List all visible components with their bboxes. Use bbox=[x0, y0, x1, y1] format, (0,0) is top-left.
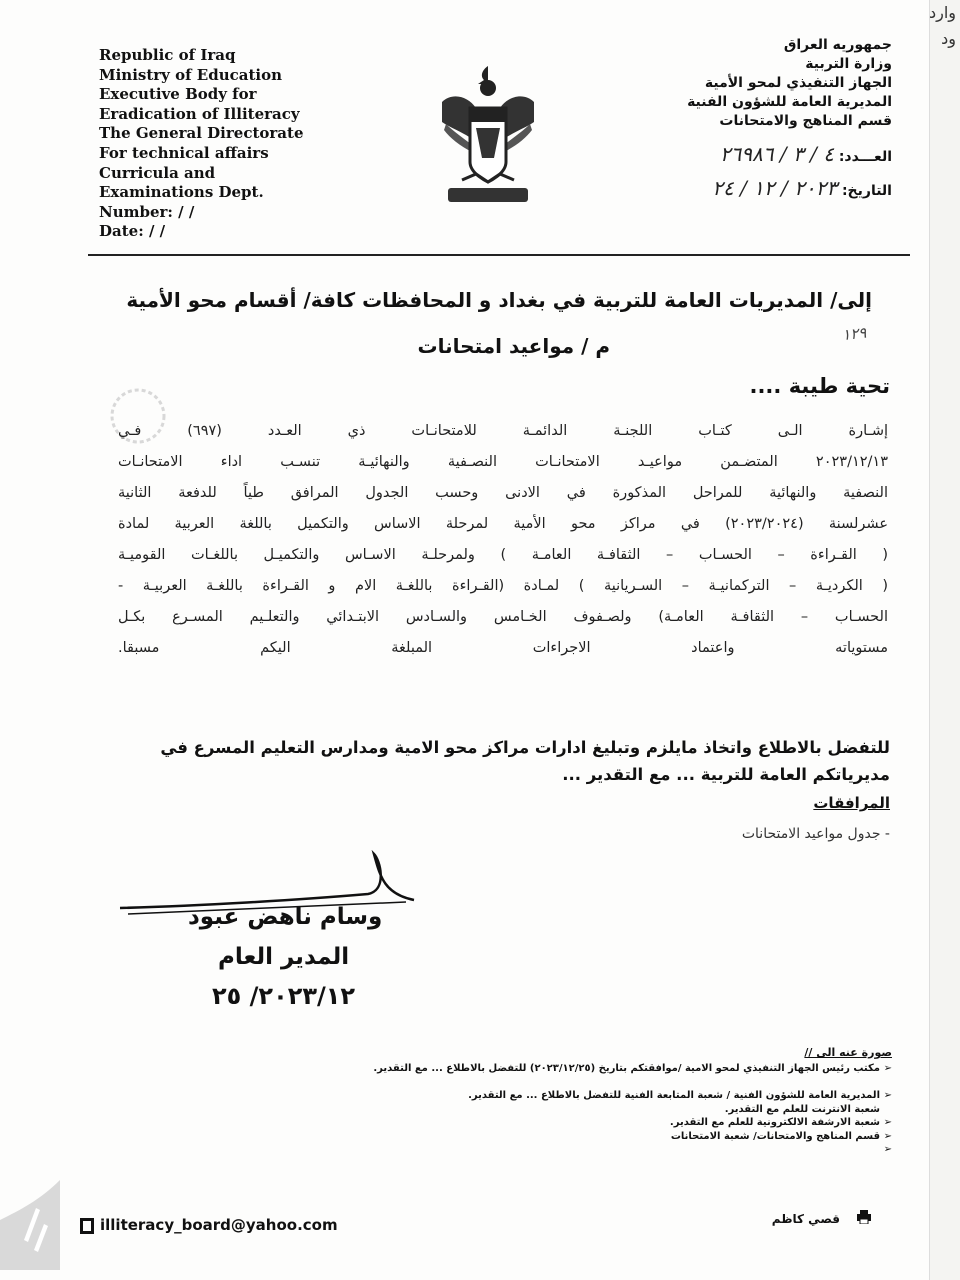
body-line bbox=[118, 664, 888, 695]
iraq-eagle-emblem-icon bbox=[432, 62, 544, 222]
en-line: For technical affairs bbox=[99, 143, 269, 162]
footer-email: illiteracy_board@yahoo.com bbox=[100, 1216, 338, 1234]
greeting: تحية طيبة .... bbox=[749, 374, 890, 398]
cc-title: صورة عنه الى // bbox=[804, 1046, 892, 1059]
en-line: Curricula and bbox=[99, 163, 216, 182]
en-line: Examinations Dept. bbox=[99, 183, 264, 202]
addressee: إلى/ المديريات العامة للتربية في بغداد و المحافظات كافة/ أقسام محو الأمية bbox=[126, 288, 872, 312]
cc-item: ➢ bbox=[883, 1144, 892, 1155]
cc-item: ➢قسم المناهج والامتحانات/ شعبة الامتحانات bbox=[670, 1130, 892, 1142]
ar-line: الجهاز التنفيذي لمحو الأمية bbox=[704, 75, 892, 91]
signature-date: ٢٠٢٣/١٢/ ٢٥ bbox=[212, 982, 356, 1010]
en-line: Republic of Iraq bbox=[99, 46, 236, 64]
mail-icon bbox=[80, 1218, 94, 1234]
en-line: The General Directorate bbox=[99, 124, 304, 143]
cc-item: ➢شعبة الارشفة الالكترونية للعلم مع التقدير. bbox=[669, 1117, 892, 1128]
attachments-title: المرافقات bbox=[813, 794, 890, 812]
request-paragraph bbox=[120, 734, 890, 788]
header-divider bbox=[88, 254, 910, 256]
letter-body bbox=[118, 416, 888, 695]
en-line: Date: / / bbox=[99, 222, 166, 241]
en-line: Number: / / bbox=[99, 202, 195, 221]
cc-item: ➢المديرية العامة للشؤون الفنية / شعبة المتابعة الفنية للتفضل بالاطلاع ... مع التقدير. bbox=[468, 1090, 892, 1101]
ar-number-row: العـــدد: ٤ / ٣ / ٢٦٩٨٦ bbox=[719, 142, 892, 166]
request-line: للتفضل بالاطلاع واتخاذ مايلزم وتبليغ ادارات مراكز محو الامية ومدارس التعليم المسرع في bbox=[160, 738, 890, 757]
signatory-title: المدير العام bbox=[218, 944, 350, 970]
received-annotation: ١٢٩ bbox=[841, 323, 868, 345]
edge-handwriting: وارد ود bbox=[928, 3, 956, 48]
ruled-edge bbox=[929, 0, 960, 1280]
printer-icon bbox=[856, 1210, 872, 1224]
watermark-logo-icon bbox=[0, 1180, 64, 1270]
body-line: ( القـراءة – الحسـاب – الثقافـة العامـة ) ولمرحلـة الاسـاس والتكميـل باللغـات القوميـة bbox=[118, 547, 888, 563]
ar-line: المديرية العامة للشؤون الفنية bbox=[687, 94, 892, 110]
number-value: ٤ / ٣ / ٢٦٩٨٦ bbox=[719, 142, 834, 166]
body-line: ٢٠٢٣/١٢/١٣ المتضـمن مواعيـد الامتحانـات النصـفية والنهائيـة تنسـب اداء الامتحانـات bbox=[118, 454, 888, 470]
request-line: مديرياتكم العامة للتربية ... مع التقدير ... bbox=[562, 765, 890, 784]
cc-item: ➢مكتب رئيس الجهاز التنفيذي لمحو الامية /موافقتكم بتاريخ (٢٠٢٣/١٢/٢٥) للتفضل بالاطلاع ... مع التقدير. bbox=[373, 1063, 892, 1074]
signatory-name: وسام ناهض عبود bbox=[188, 904, 383, 930]
ar-line: وزارة التربية bbox=[805, 56, 892, 72]
footer-name: قصي كاظم bbox=[771, 1212, 840, 1226]
arabic-letterhead bbox=[687, 36, 892, 201]
ar-line: جمهوريه العراق bbox=[783, 37, 892, 53]
en-line: Ministry of Education bbox=[99, 65, 283, 84]
attachment-item: - جدول مواعيد الامتحانات bbox=[741, 826, 890, 842]
english-letterhead bbox=[99, 46, 304, 242]
body-line: النصفية والنهائية للمراحل المذكورة في الادنى وحسب الجدول المرافق طياً للدفعة الثانية bbox=[118, 485, 888, 501]
ar-date-row: التاريخ: ٢٠٢٣ / ١٢ / ٢٤ bbox=[712, 176, 892, 200]
cc-item bbox=[132, 1076, 892, 1090]
en-line: Eradication of Illiteracy bbox=[99, 104, 300, 123]
ar-line: قسم المناهج والامتحانات bbox=[719, 113, 892, 129]
body-line: ( الكرديـة – التركمانيـة – السـريانية ) لمـادة (القـراءة باللغـة الام و القـراءة باللغـة العربيـة - bbox=[118, 578, 888, 594]
subject: م / مواعيد امتحانات bbox=[417, 334, 610, 358]
body-line: الحسـاب – الثقافـة العامـة) ولصـفوف الخـامس والسـادس الابتـدائي والتعلـيم المسـرع بكـل bbox=[118, 609, 888, 625]
en-line: Executive Body for bbox=[99, 85, 257, 104]
cc-item: شعبة الانترنت للعلم مع التقدير. bbox=[724, 1103, 880, 1115]
body-line: مستوياته واعتماد الاجراءات المبلغة اليكم مسبقا. bbox=[118, 640, 888, 656]
body-line: عشرلسنة (٢٠٢٣/٢٠٢٤) في مراكز محو الأمية لمرحلة الاساس والتكميل باللغة العربية لمادة bbox=[118, 516, 888, 532]
body-line: إشـارة الـى كتـاب اللجنـة الدائمـة للامتحانـات ذي العـدد (٦٩٧) فـي bbox=[118, 423, 888, 439]
cc-list bbox=[132, 1046, 892, 1157]
date-value: ٢٠٢٣ / ١٢ / ٢٤ bbox=[712, 176, 838, 200]
